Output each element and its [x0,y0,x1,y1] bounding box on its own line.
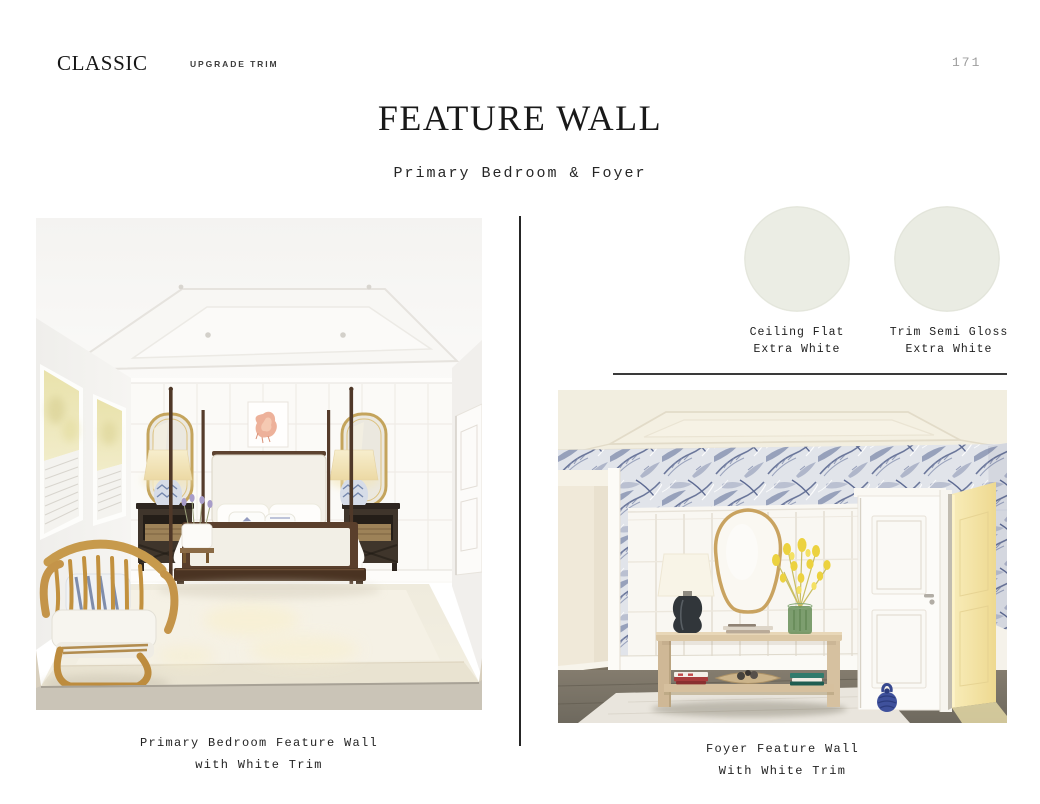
bedroom-caption [36,733,482,776]
brand-wordmark: CLASSIC [57,51,148,75]
page-number: 171 [952,55,982,70]
trim-semi-gloss-swatch [894,206,1000,312]
ceiling-flat-swatch [744,206,850,312]
vertical-divider [519,216,521,746]
foyer-tray-ceiling [558,390,1007,454]
foyer-photo [558,390,1007,723]
page-subtitle: Primary Bedroom & Foyer [393,165,647,182]
trim-semi-gloss-label [874,324,1024,358]
swatch-finish-name: Ceiling Flat [749,326,845,339]
swatch-color-name: Extra White [905,343,993,356]
foyer-caption [558,739,1007,782]
caption-line: With White Trim [718,763,847,778]
page-title: FEATURE WALL [377,98,663,138]
primary-bedroom-photo [36,218,482,710]
ceiling-flat-label [722,324,872,358]
horizontal-rule [613,373,1007,375]
coral-artwork [248,402,288,447]
collection-label: UPGRADE TRIM [190,59,279,69]
swatch-color-name: Extra White [753,343,841,356]
swatch-finish-name: Trim Semi Gloss [889,326,1009,339]
gold-mirror [716,510,781,612]
entry-door [854,488,952,712]
caption-line: with White Trim [195,757,323,772]
caption-line: Primary Bedroom Feature Wall [139,736,379,750]
caption-line: Foyer Feature Wall [705,742,860,756]
